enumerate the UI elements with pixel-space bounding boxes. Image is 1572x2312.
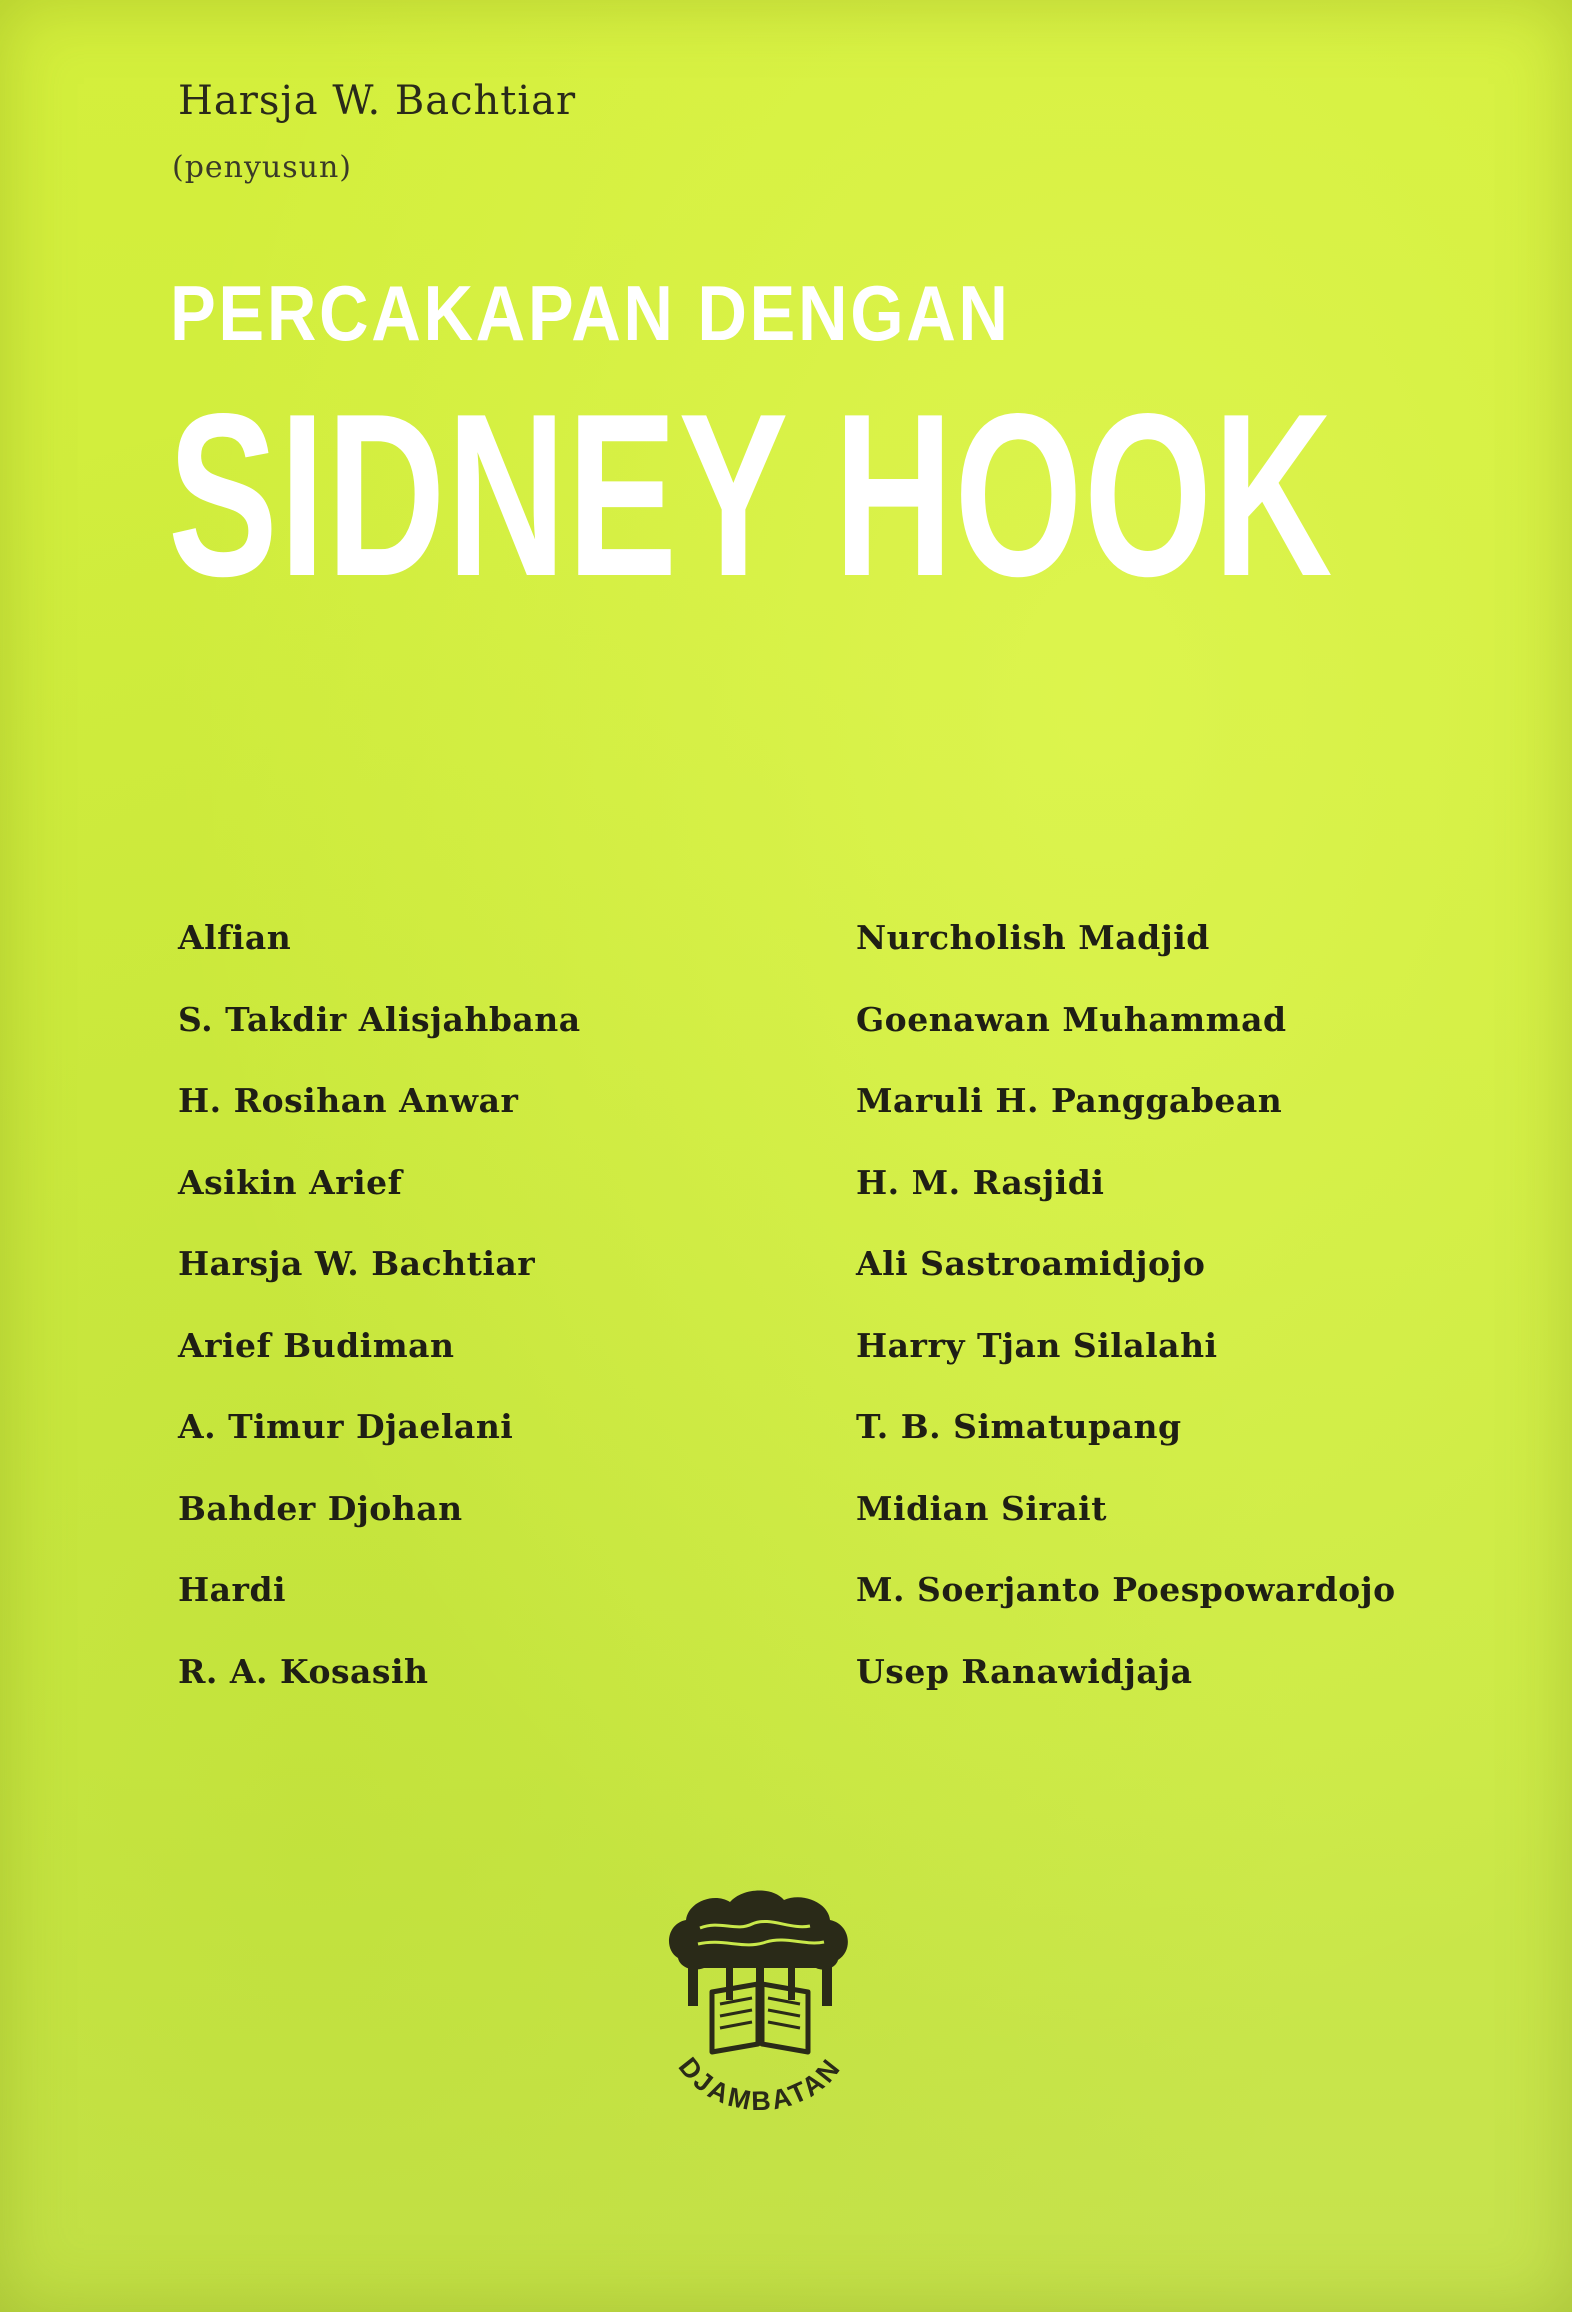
- author-role: (penyusun): [172, 150, 352, 185]
- author-name: Harsja W. Bachtiar: [178, 78, 577, 124]
- publisher-name: [673, 2052, 848, 2110]
- contributor-name: S. Takdir Alisjahbana: [178, 999, 581, 1039]
- publisher-logo: [640, 1880, 880, 2110]
- contributor-name: T. B. Simatupang: [856, 1407, 1182, 1446]
- contributor-name: Asikin Arief: [178, 1162, 403, 1202]
- publisher-name-text: DJAMBATAN: [672, 2051, 848, 2110]
- contributor-name: R. A. Kosasih: [178, 1651, 429, 1691]
- contributor-name: H. M. Rasjidi: [856, 1162, 1105, 1202]
- contributor-name: Goenawan Muhammad: [856, 999, 1287, 1039]
- contributor-name: Bahder Djohan: [178, 1488, 463, 1528]
- contributor-name: Arief Budiman: [178, 1325, 455, 1365]
- contributor-name: Nurcholish Madjid: [856, 918, 1210, 957]
- contributor-name: M. Soerjanto Poespowardojo: [856, 1570, 1396, 1609]
- contributor-name: Hardi: [178, 1570, 287, 1609]
- contributor-name: Usep Ranawidjaja: [856, 1651, 1193, 1691]
- contributor-name: Harry Tjan Silalahi: [856, 1325, 1218, 1365]
- title-line-2: SIDNEY HOOK: [168, 366, 1334, 625]
- contributors-list-right: [856, 918, 1396, 1733]
- contributor-name: Alfian: [178, 918, 292, 957]
- contributor-name: H. Rosihan Anwar: [178, 1081, 519, 1120]
- contributor-name: A. Timur Djaelani: [178, 1407, 514, 1446]
- contributors-list-left: [178, 918, 581, 1733]
- contributor-name: Maruli H. Panggabean: [856, 1081, 1283, 1120]
- title-line-1: PERCAKAPAN DENGAN: [170, 269, 1011, 357]
- contributor-name: Ali Sastroamidjojo: [856, 1244, 1206, 1283]
- contributor-name: Midian Sirait: [856, 1488, 1107, 1528]
- contributor-name: Harsja W. Bachtiar: [178, 1244, 536, 1283]
